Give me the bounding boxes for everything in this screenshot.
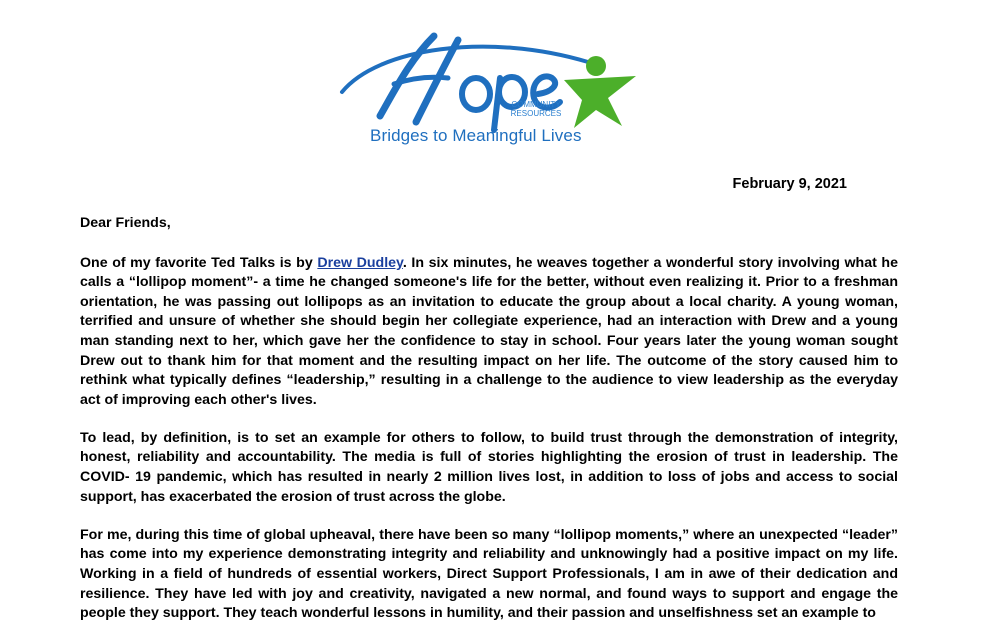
paragraph-1-intro: One of my favorite Ted Talks is by (80, 254, 318, 271)
hope-logo (338, 18, 638, 150)
paragraph-2: To lead, by definition, is to set an example for others to follow, to build trust through the demonstration of integrity, honest, reliability and accountability. The media is full of stories highlighting the erosion of trust in leadership. The COVID- 19 pandemic, which has resulted in nearly 2 million lives lost, in addition to loss of jobs and access to social support, has exacerbated the erosion of trust across the globe. (80, 429, 898, 505)
logo-community-resources (506, 100, 566, 118)
paragraph-1-rest: . In six minutes, he weaves together a wonderful story involving what he calls a “lollipop moment”- a time he changed someone's life for the better, without even realizing it. Prior to a freshman orientation, he was passing out lollipops as an invitation to educate the group about a local charity. A young woman, terrified and unsure of whether she should begin her collegiate experience, had an interaction with Drew and a young man standing next to her, which gave her the confidence to stay in school. Four years later the young woman sought Drew out to thank him for that moment and the resulting impact on her life. The outcome of the story caused him to rethink what typically defines “leadership,” resulting in a challenge to the audience to view leadership as the everyday act of improving each other's lives. (80, 254, 898, 408)
logo-resources-line: RESOURCES (510, 109, 562, 118)
paragraph-1 (80, 254, 898, 411)
drew-dudley-link[interactable]: Drew Dudley (317, 254, 403, 271)
paragraph-3: For me, during this time of global upheaval, there have been so many “lollipop moments,” where an unexpected “leader” has come into my experience demonstrating integrity and reliability and unknowingly had a positive impact on my life. Working in a field of hundreds of essential workers, Direct Support Professionals, I am in awe of their dedication and resilience. They have led with joy and creativity, navigated a new normal, and found ways to support and engage the people they support. They teach wonderful lessons in humility, and their passion and unselfishness set an example to (80, 526, 898, 622)
logo-community-line: COMMUNITY (511, 100, 561, 109)
letter-body (80, 214, 898, 642)
letter-date: February 9, 2021 (732, 176, 847, 192)
logo-tagline: Bridges to Meaningful Lives (370, 126, 582, 145)
salutation: Dear Friends, (80, 215, 171, 231)
